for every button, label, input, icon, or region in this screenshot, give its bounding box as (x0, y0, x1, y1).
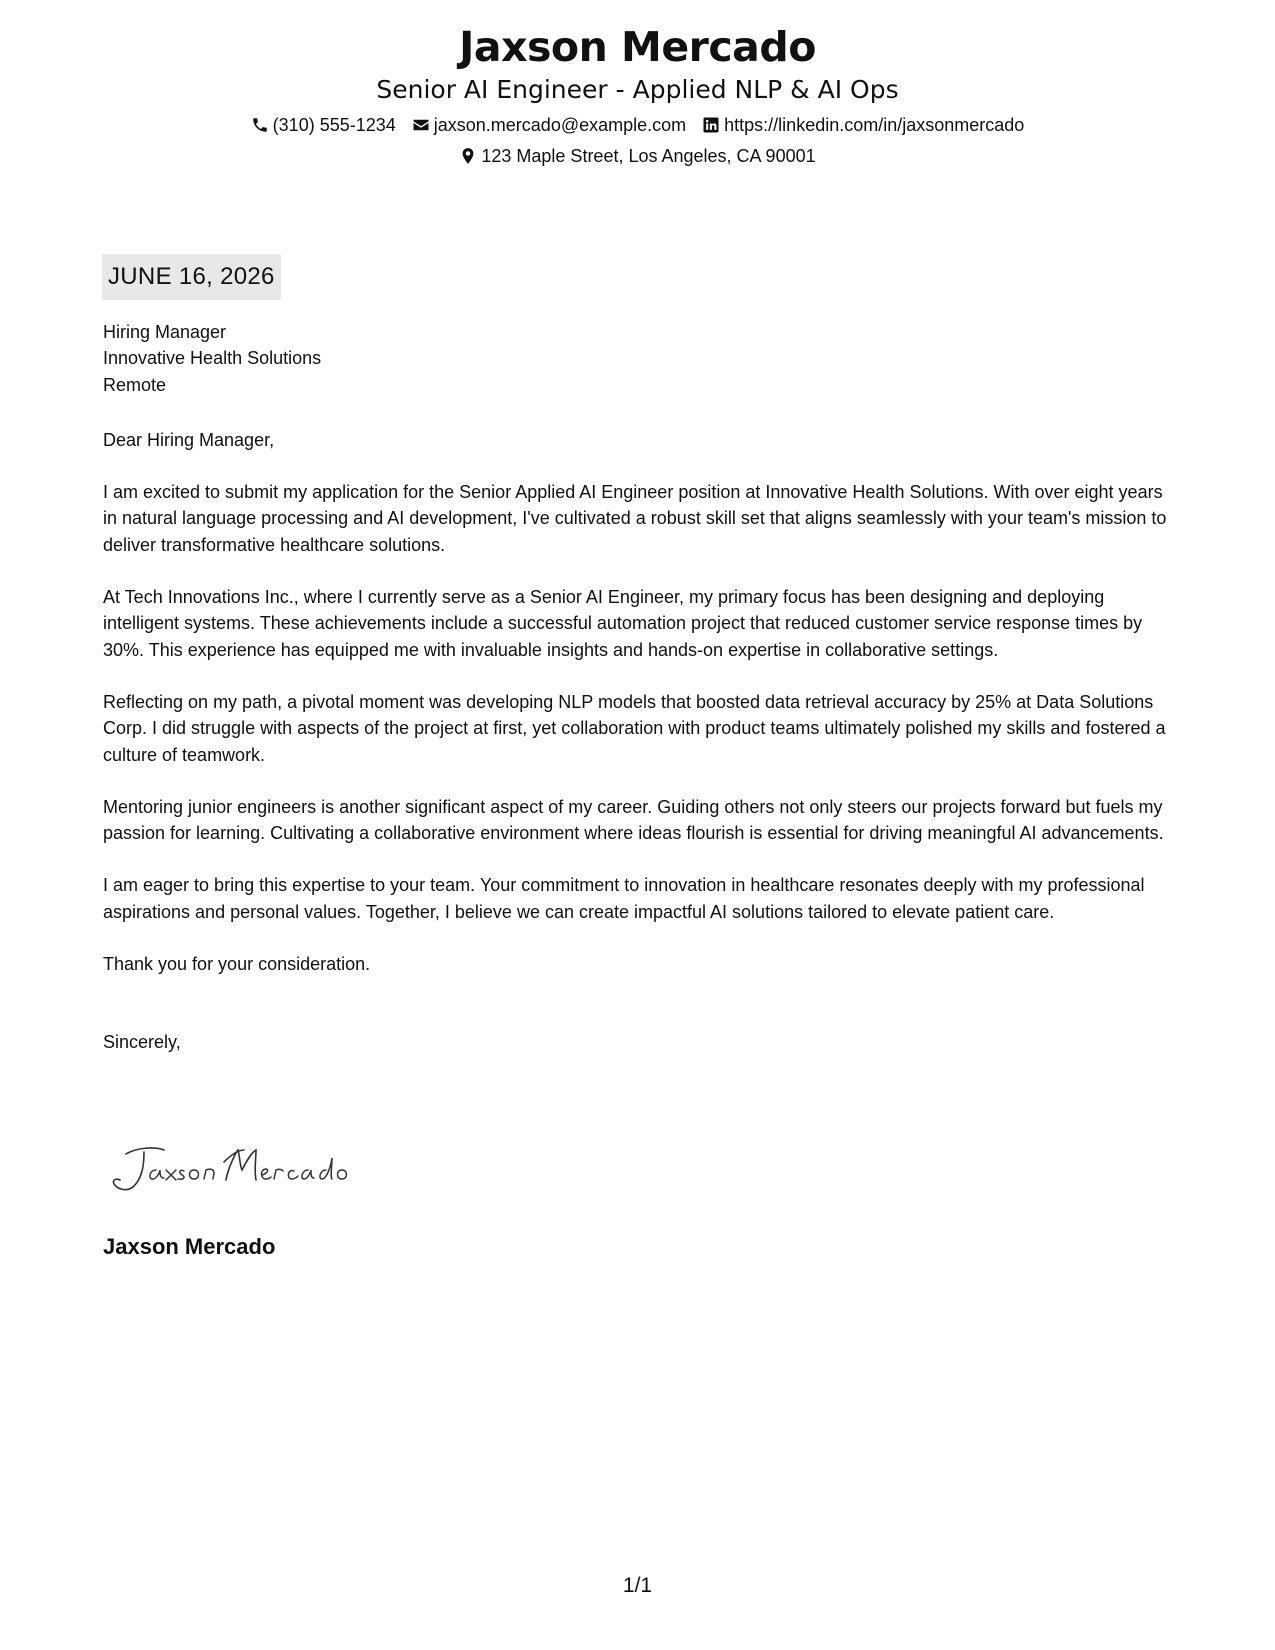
recipient-line: Hiring Manager (103, 322, 227, 342)
applicant-name: Jaxson Mercado (459, 23, 816, 71)
body-paragraph: Reflecting on my path, a pivotal moment was developing NLP models that boosted data retrieval accuracy by 25% at Data Solutions Corp. I did struggle with aspects of the project at first, yet collaboration with product teams ultimately polished my skills and fostered a culture of teamwork. (103, 691, 1166, 765)
handwritten-signature (100, 1140, 370, 1196)
page-number: 1/1 (622, 1574, 653, 1597)
body-paragraph: At Tech Innovations Inc., where I currently serve as a Senior AI Engineer, my primary focus has been designing and deploying intelligent systems. These achievements include a successful automation project that reduced customer service response times by 30%. This experience has equipped me with invaluable insights and hands-on expertise in collaborative settings. (103, 587, 1143, 660)
thank-you-line: Thank you for your consideration. (103, 954, 371, 975)
body-paragraph: Mentoring junior engineers is another significant aspect of my career. Guiding others not only steers our projects forward but fuels my passion for learning. Cultivating a collaborative environment where ideas flourish is essential for driving meaningful AI advancements. (103, 796, 1164, 844)
letter-body (103, 319, 1173, 1056)
contact-email[interactable] (412, 112, 686, 138)
map-marker-icon (459, 147, 477, 165)
signer-name: Jaxson Mercado (103, 1234, 276, 1259)
address-text: 123 Maple Street, Los Angeles, CA 90001 (481, 146, 816, 166)
letter-header (0, 20, 1275, 169)
letter-date: JUNE 16, 2026 (102, 254, 281, 300)
envelope-icon (412, 116, 430, 134)
linkedin-icon (702, 116, 720, 134)
phone-icon (251, 116, 269, 134)
recipient-line: Innovative Health Solutions (103, 348, 322, 369)
recipient-line: Remote (103, 374, 167, 395)
contact-phone (251, 112, 396, 138)
body-paragraph: I am excited to submit my application for the Senior Applied AI Engineer position at Innovative Health Solutions. With over eight years in natural language processing and AI development, I've cultivated a robust skill set that aligns seamlessly with your team's mission to deliver transformative healthcare solutions. (103, 482, 1167, 555)
recipient-block (103, 319, 1173, 398)
contact-row-secondary (0, 143, 1275, 169)
email-link[interactable]: jaxson.mercado@example.com (433, 115, 687, 135)
applicant-title: Senior AI Engineer - Applied NLP & AI Ops (376, 75, 899, 104)
body-paragraph: I am eager to bring this expertise to your team. Your commitment to innovation in healthcare resonates deeply with my professional aspirations and personal values. Together, I believe we can create impactful AI solutions tailored to elevate patient care. (103, 875, 1145, 922)
contact-linkedin[interactable] (702, 112, 1024, 138)
salutation: Dear Hiring Manager, (103, 429, 275, 450)
closing: Sincerely, (103, 1032, 181, 1053)
phone-text: (310) 555-1234 (272, 115, 396, 135)
contact-row-primary (0, 112, 1275, 138)
contact-address (459, 143, 815, 169)
linkedin-link[interactable]: https://linkedin.com/in/jaxsonmercado (724, 115, 1025, 135)
